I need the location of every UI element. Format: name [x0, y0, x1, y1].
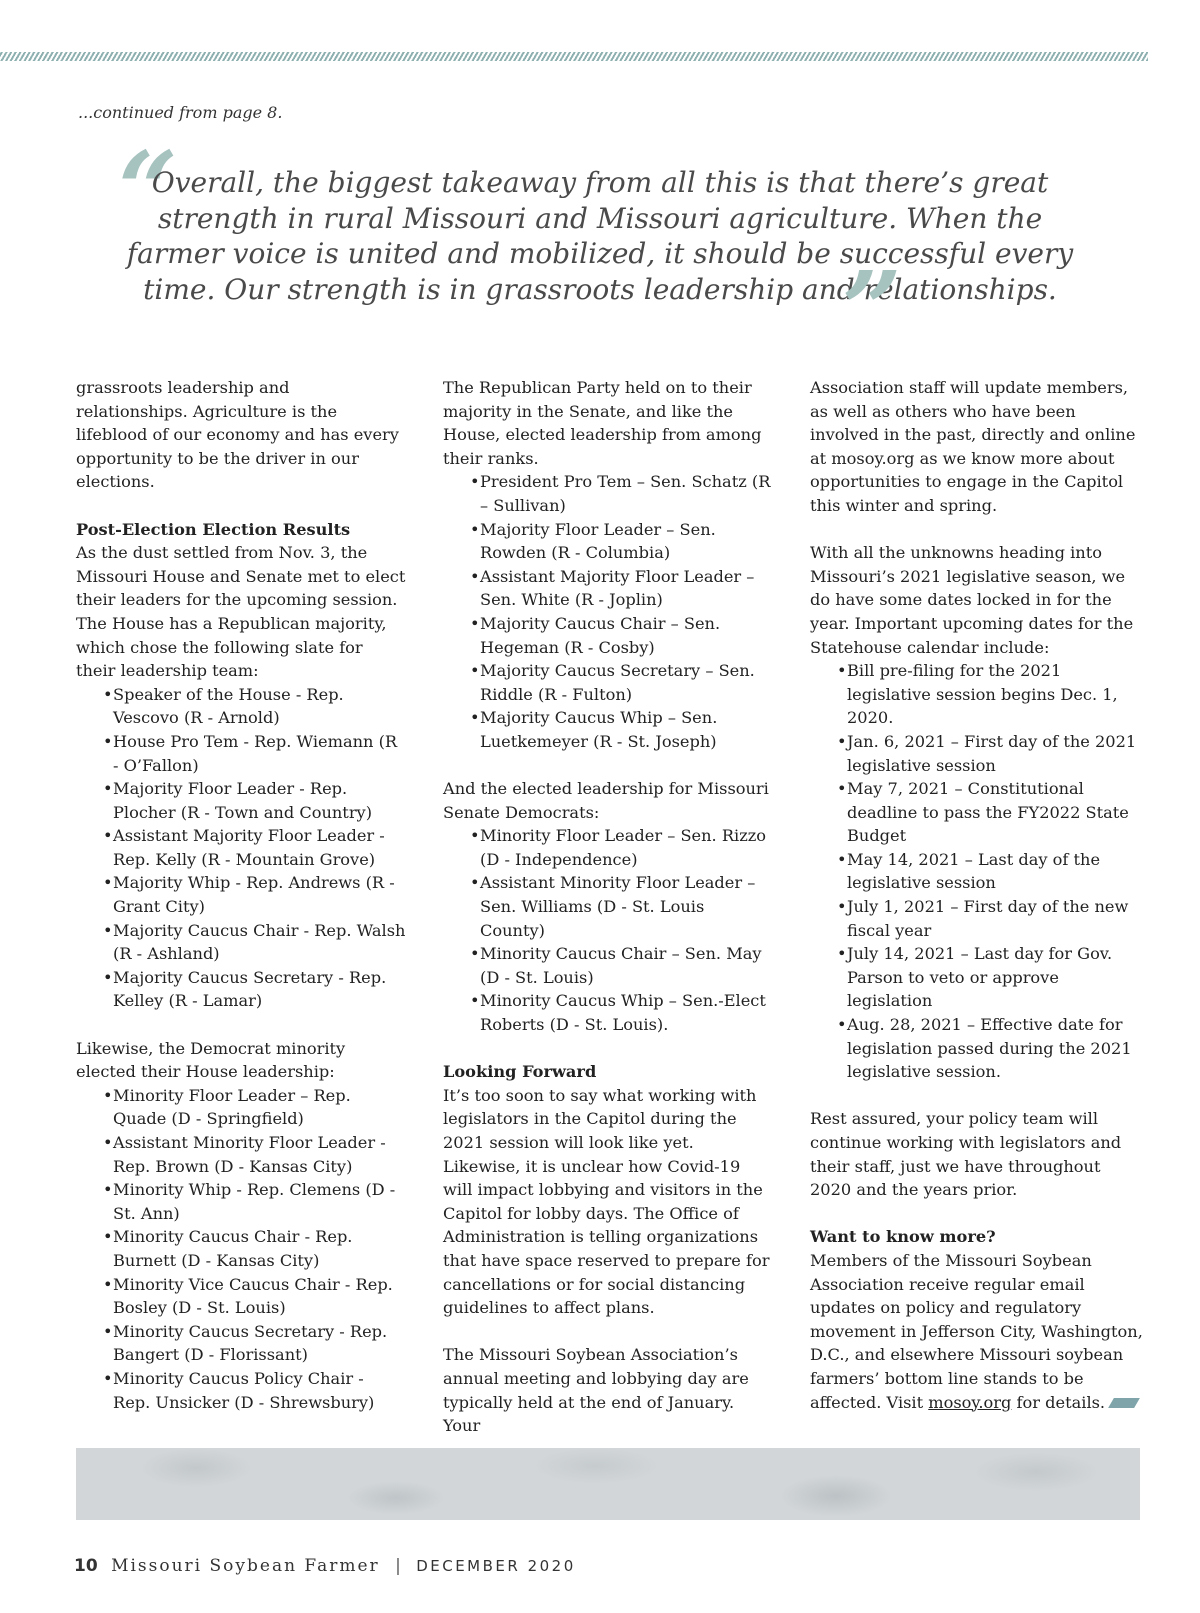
list-item: • Minority Floor Leader – Sen. Rizzo (D - Independence) [480, 824, 773, 871]
list-item: • President Pro Tem – Sen. Schatz (R – Sullivan) [480, 470, 773, 517]
list-item: • May 14, 2021 – Last day of the legislative session [847, 848, 1145, 895]
list-item: • Minority Caucus Whip – Sen.-Elect Roberts (D - St. Louis). [480, 989, 773, 1036]
paragraph: And the elected leadership for Missouri Senate Democrats: [443, 779, 769, 822]
page-footer [74, 1556, 576, 1576]
close-quote-icon: ” [842, 248, 902, 371]
list-item: • July 1, 2021 – First day of the new fiscal year [847, 895, 1145, 942]
list-item: • Assistant Majority Floor Leader - Rep. Kelly (R - Mountain Grove) [113, 824, 406, 871]
paragraph: Likewise, the Democrat minority elected their House leadership: [76, 1038, 346, 1082]
list-item: • Aug. 28, 2021 – Effective date for legislation passed during the 2021 legislative session. [847, 1013, 1145, 1084]
open-quote-icon: “ [118, 128, 178, 251]
list-item: • Majority Caucus Chair - Rep. Walsh (R - Ashland) [113, 919, 406, 966]
publication-name: Missouri Soybean Farmer [111, 1556, 380, 1576]
dates-list [810, 659, 1145, 1084]
column-3 [810, 376, 1145, 1414]
list-item: • July 14, 2021 – Last day for Gov. Parson to veto or approve legislation [847, 942, 1145, 1013]
footer-banner-image [76, 1448, 1140, 1520]
mosoy-link[interactable]: mosoy.org [928, 1392, 1012, 1412]
paragraph: The Republican Party held on to their majority in the Senate, and like the House, elected leadership from among their ranks. [443, 378, 762, 468]
list-item: • Speaker of the House - Rep. Vescovo (R - Arnold) [113, 683, 406, 730]
end-mark-icon [1108, 1398, 1140, 1408]
decorative-stripe [0, 52, 1148, 61]
house-democrat-list [76, 1084, 406, 1414]
paragraph: Rest assured, your policy team will continue working with legislators and their staff, just we have throughout 2020 and the years prior. [810, 1109, 1122, 1200]
list-item: • Minority Vice Caucus Chair - Rep. Bosley (D - St. Louis) [113, 1273, 406, 1320]
senate-republican-list [443, 470, 773, 753]
list-item: • Assistant Majority Floor Leader – Sen. White (R - Joplin) [480, 565, 773, 612]
paragraph: It’s too soon to say what working with legislators in the Capitol during the 2021 session will look like yet. Likewise, it is unclear how Covid-19 will impact lobbying and visitors in the Capitol for lobby days. The Office of Administration is telling organizations that have space reserved to prepare for cancellations or for social distancing guidelines to affect plans. [443, 1085, 770, 1318]
paragraph: Association staff will update members, as well as others who have been involved in the past, directly and online at mosoy.org as we know more about opportunities to engage in the Capitol this winter and spring. [810, 378, 1136, 515]
paragraph: The Missouri Soybean Association’s annual meeting and lobbying day are typically held at the end of January. Your [443, 1345, 749, 1436]
list-item: • Majority Floor Leader - Rep. Plocher (R - Town and Country) [113, 777, 406, 824]
list-item: • Minority Floor Leader – Rep. Quade (D - Springfield) [113, 1084, 406, 1131]
section-heading-want-to-know-more: Want to know more? [810, 1227, 996, 1247]
senate-democrat-list [443, 824, 773, 1036]
intro-paragraph: grassroots leadership and relationships. Agriculture is the lifeblood of our economy and has every opportunity to be the driver in our elections. [76, 378, 399, 492]
section-heading-results: Post-Election Election Results [76, 519, 351, 539]
paragraph: With all the unknowns heading into Missouri’s 2021 legislative season, we do have some dates locked in for the year. Important upcoming dates for the Statehouse calendar include: [810, 543, 1134, 657]
list-item: • Majority Floor Leader – Sen. Rowden (R - Columbia) [480, 518, 773, 565]
list-item: • Majority Whip - Rep. Andrews (R - Grant City) [113, 871, 406, 918]
list-item: • House Pro Tem - Rep. Wiemann (R - O’Fallon) [113, 730, 406, 777]
list-item: • Minority Caucus Secretary - Rep. Bangert (D - Florissant) [113, 1320, 406, 1367]
list-item: • Minority Caucus Chair - Rep. Burnett (D - Kansas City) [113, 1225, 406, 1272]
list-item: • Minority Caucus Policy Chair - Rep. Unsicker (D - Shrewsbury) [113, 1367, 406, 1414]
section-heading-looking-forward: Looking Forward [443, 1062, 597, 1082]
paragraph: As the dust settled from Nov. 3, the Missouri House and Senate met to elect their leaders for the upcoming session. The House has a Republican majority, which chose the following slate for their leadership team: [76, 543, 406, 681]
continued-note: ...continued from page 8. [78, 103, 283, 122]
list-item: • Majority Caucus Chair – Sen. Hegeman (R - Cosby) [480, 612, 773, 659]
text-span: for details. [1011, 1392, 1106, 1412]
house-republican-list [76, 683, 406, 1013]
list-item: • Bill pre-filing for the 2021 legislative session begins Dec. 1, 2020. [847, 659, 1145, 730]
footer-separator: | [395, 1556, 401, 1576]
list-item: • Majority Caucus Secretary – Sen. Riddle (R - Fulton) [480, 659, 773, 706]
column-2 [443, 376, 773, 1438]
list-item: • Minority Caucus Chair – Sen. May (D - St. Louis) [480, 942, 773, 989]
paragraph-closing [810, 1249, 1145, 1414]
list-item: • Minority Whip - Rep. Clemens (D - St. Ann) [113, 1178, 406, 1225]
list-item: • Assistant Minority Floor Leader – Sen. Williams (D - St. Louis County) [480, 871, 773, 942]
list-item: • Majority Caucus Secretary - Rep. Kelley (R - Lamar) [113, 966, 406, 1013]
list-item: • Jan. 6, 2021 – First day of the 2021 legislative session [847, 730, 1145, 777]
column-1 [76, 376, 406, 1414]
issue-date: DECEMBER 2020 [416, 1557, 576, 1575]
page-number: 10 [74, 1556, 98, 1576]
pull-quote: Overall, the biggest takeaway from all this is that there’s great strength in rural Missouri and Missouri agriculture. When the farmer voice is united and mobilized, it should be successful every time. Our strength is in grassroots leadership and relationships. [126, 166, 1074, 306]
list-item: • May 7, 2021 – Constitutional deadline to pass the FY2022 State Budget [847, 777, 1145, 848]
list-item: • Assistant Minority Floor Leader - Rep. Brown (D - Kansas City) [113, 1131, 406, 1178]
list-item: • Majority Caucus Whip – Sen. Luetkemeyer (R - St. Joseph) [480, 706, 773, 753]
text-span: Members of the Missouri Soybean Association receive regular email updates on policy and regulatory movement in Jefferson City, Washington, D.C., and elsewhere Missouri soybean farmers’ bottom line stands to be affected. Visit [810, 1250, 1143, 1412]
